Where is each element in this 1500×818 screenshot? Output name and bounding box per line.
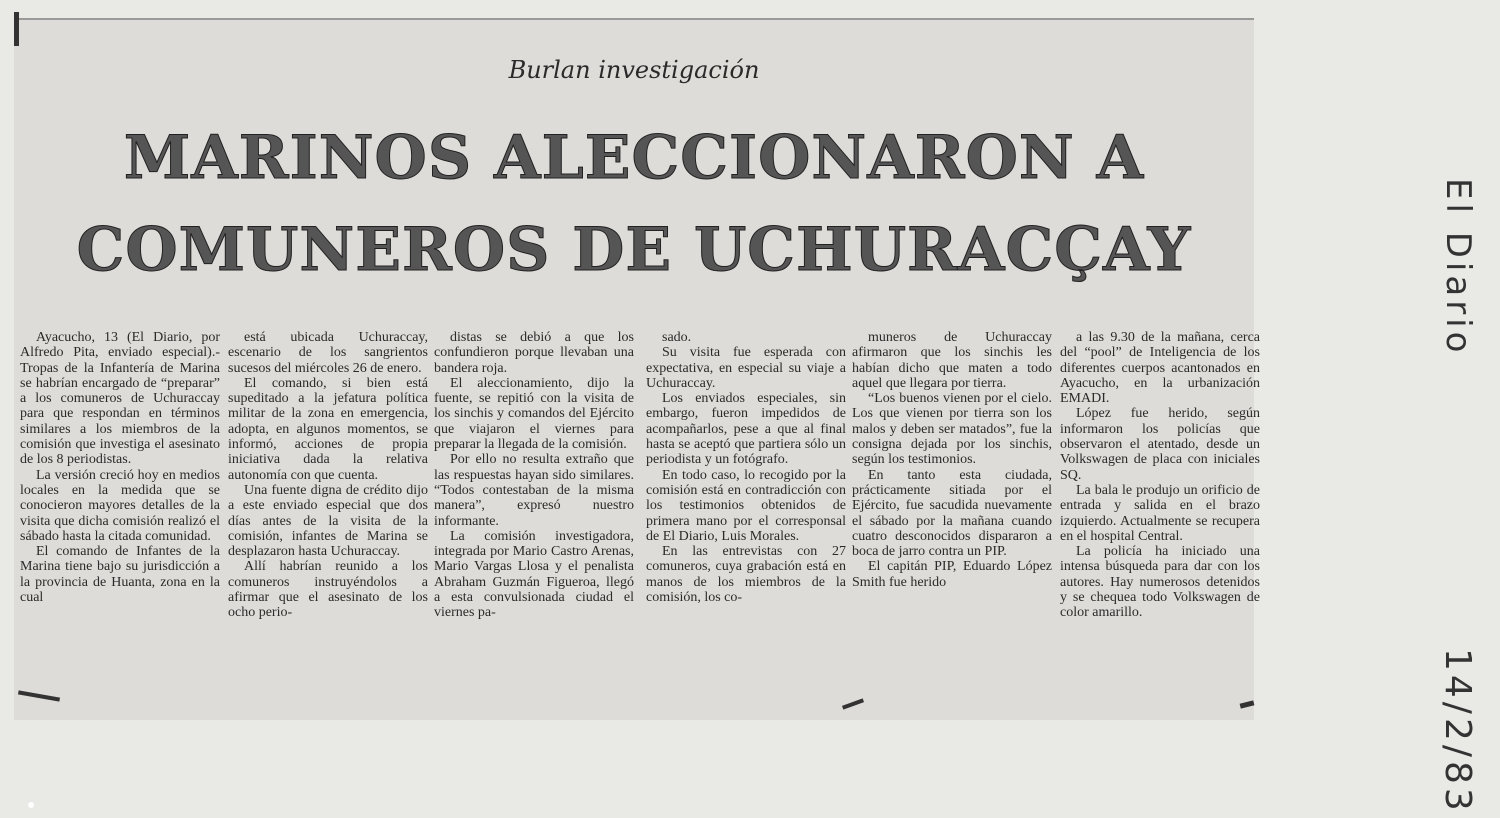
column-paragraph: sado.	[662, 330, 692, 345]
column-paragraph: La bala le produjo un orificio de entrada y salida en el brazo izquierdo. Actualmente se recupera en el hospital Central.	[1060, 482, 1260, 544]
article-column-4	[646, 330, 846, 605]
column-paragraph: El capitán PIP, Eduardo López Smith fue herido	[852, 559, 1052, 590]
column-paragraph: Ayacucho, 13 (El Diario, por Alfredo Pita, enviado especial).- Tropas de la Infantería de Marina se habrían encargado de “preparar” a los comuneros de Uchuraccay para que respondan en términos similares a los miembros de la comisión que investiga el asesinato de los 8 periodistas.	[20, 330, 220, 468]
handwritten-date-note: 14/2/83	[1437, 648, 1478, 815]
column-paragraph: a las 9.30 de la mañana, cerca del “pool” de Inteligencia de los diferentes cuerpos acantonados en Ayacucho, en la urbanización EMADI.	[1060, 330, 1260, 407]
corner-mark-bottom-middle	[842, 698, 864, 709]
handwritten-publication-note: El Diario	[1438, 178, 1478, 357]
corner-mark-bottom-left	[18, 690, 60, 701]
scan-dot	[28, 802, 34, 808]
article-column-2	[228, 330, 428, 621]
column-paragraph: Una fuente digna de crédito dijo a este enviado especial que dos días antes de la visita de la comisión, infantes de Marina se desplazaron hasta Uchuraccay.	[228, 482, 428, 560]
column-paragraph: El aleccionamiento, dijo la fuente, se repitió con la visita de los sinchis y comandos del Ejército que viajaron el viernes para preparar la llegada de la comisión.	[434, 375, 634, 453]
column-paragraph: muneros de Uchuraccay afirmaron que los sinchis les habían dicho que maten a todo aquel que llegara por tierra.	[852, 330, 1052, 391]
column-paragraph: En las entrevistas con 27 comuneros, cuya grabación está en manos de los miembros de la comisión, los co-	[646, 544, 846, 606]
corner-mark-bottom-right	[1240, 700, 1255, 708]
article-column-3	[434, 330, 634, 621]
article-column-5	[852, 330, 1052, 590]
column-paragraph: Por ello no resulta extraño que las respuestas hayan sido similares. “Todos contestaban de la misma manera”, expresó nuestro informante.	[434, 452, 634, 529]
column-paragraph: Los enviados especiales, sin embargo, fueron impedidos de acompañarlos, pese a que al final hasta se aceptó que partiera sólo un periodista y un fotógrafo.	[646, 391, 846, 468]
column-paragraph: Su visita fue esperada con expectativa, en especial su viaje a Uchuraccay.	[646, 345, 846, 391]
column-paragraph: “Los buenos vienen por el cielo. Los que vienen por tierra son los malos y deben ser matados”, fue la consigna dejada por los sinchis, según los testimonios.	[852, 391, 1052, 468]
corner-mark-top-left	[14, 12, 19, 46]
headline-line-1: MARINOS ALECCIONARON A	[123, 123, 1145, 193]
article-kicker: Burlan investigación	[508, 56, 760, 84]
column-paragraph: El comando, si bien está supeditado a la jefatura política militar de la zona en emergencia, adopta, en algunos momentos, se informó, acciones de propia iniciativa dada la relativa autonomía con que cuenta.	[228, 375, 428, 483]
article-column-1	[20, 330, 220, 605]
column-paragraph: La policía ha iniciado una intensa búsqueda para dar con los autores. Hay numerosos detenidos y se chequea todo Volkswagen de color amarillo.	[1060, 544, 1260, 621]
column-paragraph: En todo caso, lo recogido por la comisión está en contradicción con los testimonios obtenidos de primera mano por el corresponsal de El Diario, Luis Morales.	[646, 467, 846, 544]
headline-line-2: COMUNEROS DE UCHURACÇAY	[76, 215, 1192, 285]
column-paragraph: El comando de Infantes de la Marina tiene bajo su jurisdicción a la provincia de Huanta, zona en la cual	[20, 544, 220, 606]
column-paragraph: Allí habrían reunido a los comuneros instruyéndolos a afirmar que el asesinato de los ocho perio-	[228, 559, 428, 621]
column-paragraph: La versión creció hoy en medios locales en la medida que se conocieron mayores detalles de la visita que dicha comisión realizó el sábado hasta la citada comunidad.	[20, 467, 220, 544]
column-paragraph: López fue herido, según informaron los policías que observaron el atentado, desde un Volkswagen de placa con iniciales SQ.	[1060, 406, 1260, 483]
column-paragraph: La comisión investigadora, integrada por Mario Castro Arenas, Mario Vargas Llosa y el penalista Abraham Guzmán Figueroa, llegó a esta convulsionada ciudad el viernes pa-	[434, 528, 634, 621]
clipping-top-edge	[14, 18, 1254, 20]
article-column-6	[1060, 330, 1260, 621]
column-paragraph: está ubicada Uchuraccay, escenario de los sangrientos sucesos del miércoles 26 de enero.	[228, 330, 428, 376]
newspaper-clipping	[14, 18, 1260, 720]
column-paragraph: En tanto esta ciudada, prácticamente sitiada por el Ejército, fue sacudida nuevamente el sábado por la mañana cuando cuatro desconocidos dispararon a boca de jarro contra un PIP.	[852, 467, 1052, 560]
column-paragraph: distas se debió a que los confundieron porque llevaban una bandera roja.	[434, 330, 634, 376]
